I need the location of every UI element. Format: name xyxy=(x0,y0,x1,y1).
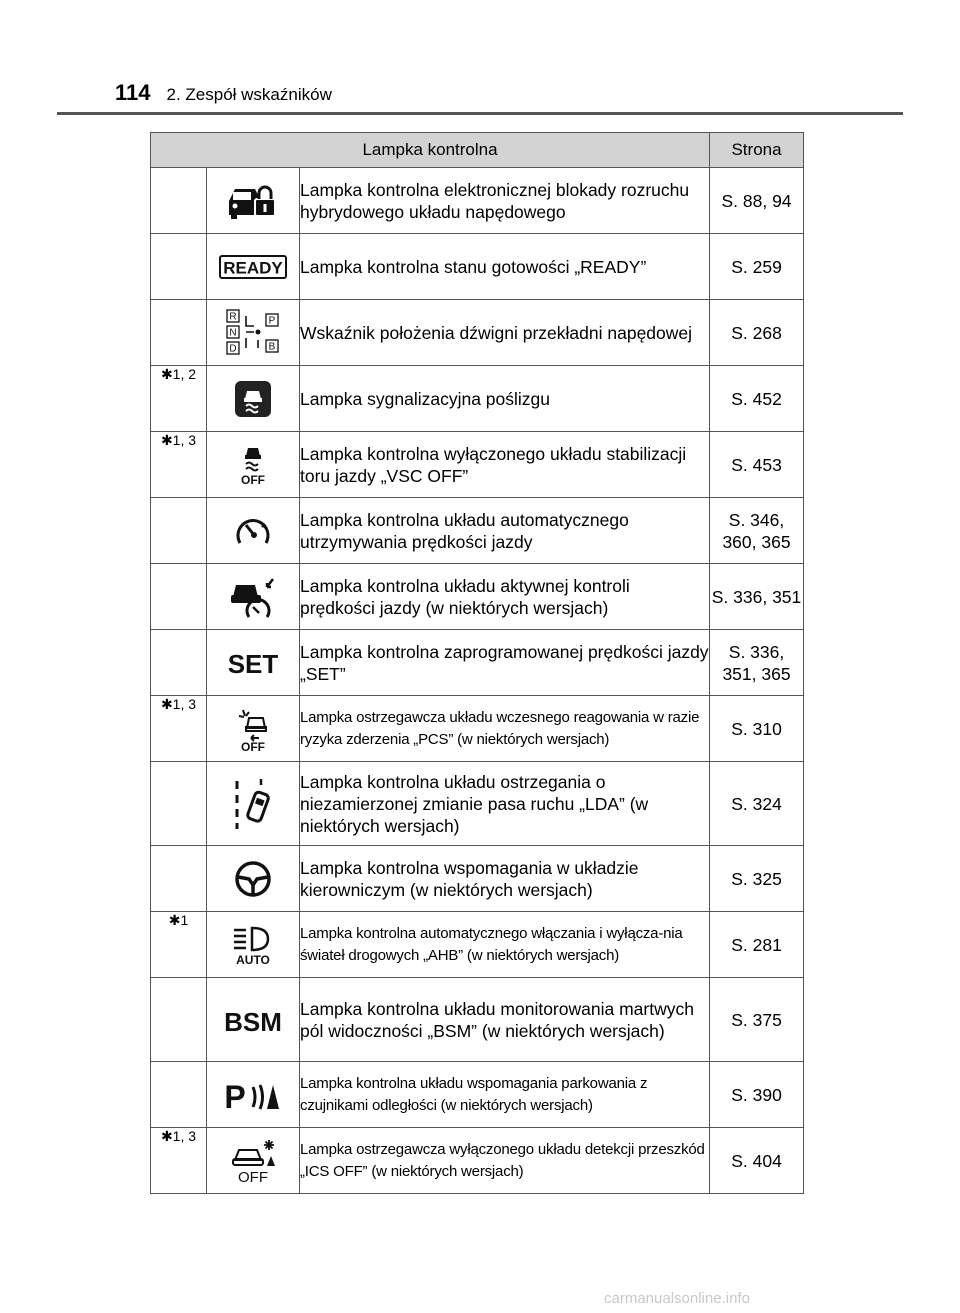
table-row xyxy=(151,564,804,630)
svg-text:OFF: OFF xyxy=(241,739,265,752)
lamp-description: Lampka kontrolna zaprogramowanej prędkości jazdy „SET” xyxy=(300,630,710,696)
table-row xyxy=(151,630,804,696)
footnote-marker xyxy=(151,564,207,630)
page-reference: S. 259 xyxy=(710,234,804,300)
footnote-marker xyxy=(151,168,207,234)
lamp-description: Lampka kontrolna wspomagania w układzie kierowniczym (w niektórych wersjach) xyxy=(300,846,710,912)
lamp-description: Lampka ostrzegawcza układu wczesnego reagowania w razie ryzyka zderzenia „PCS” (w niektórych wersjach) xyxy=(300,696,710,762)
page-reference: S. 268 xyxy=(710,300,804,366)
table-row xyxy=(151,168,804,234)
page-reference: S. 88, 94 xyxy=(710,168,804,234)
column-header-lamp: Lampka kontrolna xyxy=(151,133,710,168)
watermark: carmanualsonline.info xyxy=(604,1290,750,1307)
lamp-description: Lampka kontrolna układu ostrzegania o niezamierzonej zmianie pasa ruchu „LDA” (w niektórych wersjach) xyxy=(300,762,710,846)
page-reference: S. 336, 351, 365 xyxy=(710,630,804,696)
page-reference: S. 324 xyxy=(710,762,804,846)
lamp-description: Wskaźnik położenia dźwigni przekładni napędowej xyxy=(300,300,710,366)
lda-icon xyxy=(207,762,300,846)
page-reference: S. 325 xyxy=(710,846,804,912)
footnote-marker: ✱1, 3 xyxy=(151,1128,207,1194)
page-reference: S. 453 xyxy=(710,432,804,498)
table-row xyxy=(151,1062,804,1128)
lamp-description: Lampka kontrolna układu monitorowania martwych pól widoczności „BSM” (w niektórych wersjach) xyxy=(300,978,710,1062)
lamp-description: Lampka kontrolna wyłączonego układu stabilizacji toru jazdy „VSC OFF” xyxy=(300,432,710,498)
table-row xyxy=(151,498,804,564)
radar-cruise-icon xyxy=(207,564,300,630)
indicator-table xyxy=(150,132,804,1194)
svg-text:OFF: OFF xyxy=(238,1168,268,1184)
page-header xyxy=(115,80,332,110)
svg-text:N: N xyxy=(229,327,237,338)
lamp-description: Lampka kontrolna automatycznego włączania i wyłącza-nia świateł drogowych „AHB” (w niektórych wersjach) xyxy=(300,912,710,978)
footnote-marker: ✱1, 3 xyxy=(151,696,207,762)
immobiliser-icon xyxy=(207,168,300,234)
table-row xyxy=(151,912,804,978)
svg-text:BSM: BSM xyxy=(224,1006,282,1035)
page-reference: S. 404 xyxy=(710,1128,804,1194)
table-row xyxy=(151,978,804,1062)
table-header-row xyxy=(151,133,804,168)
lamp-description: Lampka kontrolna układu aktywnej kontroli prędkości jazdy (w niektórych wersjach) xyxy=(300,564,710,630)
auto-high-beam-icon xyxy=(207,912,300,978)
svg-text:AUTO: AUTO xyxy=(236,952,270,966)
table-row xyxy=(151,300,804,366)
steering-assist-icon xyxy=(207,846,300,912)
parking-sensor-icon xyxy=(207,1062,300,1128)
vsc-off-icon xyxy=(207,432,300,498)
footnote-marker: ✱1, 2 xyxy=(151,366,207,432)
page-reference: S. 281 xyxy=(710,912,804,978)
page-reference: S. 390 xyxy=(710,1062,804,1128)
column-header-page: Strona xyxy=(710,133,804,168)
svg-text:SET: SET xyxy=(227,648,279,677)
table-row xyxy=(151,234,804,300)
pcs-off-icon xyxy=(207,696,300,762)
lamp-description: Lampka kontrolna układu automatycznego utrzymywania prędkości jazdy xyxy=(300,498,710,564)
page-reference: S. 375 xyxy=(710,978,804,1062)
bsm-icon xyxy=(207,978,300,1062)
header-rule xyxy=(57,112,903,115)
ready-icon xyxy=(207,234,300,300)
footnote-marker xyxy=(151,234,207,300)
ics-off-icon xyxy=(207,1128,300,1194)
lamp-description: Lampka sygnalizacyjna poślizgu xyxy=(300,366,710,432)
table-row xyxy=(151,762,804,846)
cruise-control-icon xyxy=(207,498,300,564)
footnote-marker xyxy=(151,762,207,846)
svg-text:P: P xyxy=(224,1078,246,1113)
table-row xyxy=(151,846,804,912)
page-reference: S. 336, 351 xyxy=(710,564,804,630)
footnote-marker: ✱1, 3 xyxy=(151,432,207,498)
lamp-description: Lampka ostrzegawcza wyłączonego układu detekcji przeszkód „ICS OFF” (w niektórych wersjach) xyxy=(300,1128,710,1194)
set-icon xyxy=(207,630,300,696)
svg-text:OFF: OFF xyxy=(241,472,265,486)
page-reference: S. 346, 360, 365 xyxy=(710,498,804,564)
page-number: 114 xyxy=(115,80,151,105)
svg-text:READY: READY xyxy=(223,258,283,277)
svg-text:B: B xyxy=(268,341,276,352)
page-reference: S. 310 xyxy=(710,696,804,762)
footnote-marker xyxy=(151,498,207,564)
slip-indicator-icon xyxy=(207,366,300,432)
lamp-description: Lampka kontrolna układu wspomagania parkowania z czujnikami odległości (w niektórych wersjach) xyxy=(300,1062,710,1128)
table-row xyxy=(151,696,804,762)
section-title: 2. Zespół wskaźników xyxy=(166,85,332,104)
shift-position-icon xyxy=(207,300,300,366)
footnote-marker xyxy=(151,1062,207,1128)
table-row xyxy=(151,366,804,432)
svg-text:P: P xyxy=(268,315,276,326)
page-reference: S. 452 xyxy=(710,366,804,432)
svg-text:R: R xyxy=(229,311,237,322)
footnote-marker: ✱1 xyxy=(151,912,207,978)
footnote-marker xyxy=(151,630,207,696)
footnote-marker xyxy=(151,978,207,1062)
lamp-description: Lampka kontrolna elektronicznej blokady rozruchu hybrydowego układu napędowego xyxy=(300,168,710,234)
lamp-description: Lampka kontrolna stanu gotowości „READY” xyxy=(300,234,710,300)
table-row xyxy=(151,1128,804,1194)
svg-text:D: D xyxy=(229,343,237,354)
footnote-marker xyxy=(151,846,207,912)
table-row xyxy=(151,432,804,498)
footnote-marker xyxy=(151,300,207,366)
